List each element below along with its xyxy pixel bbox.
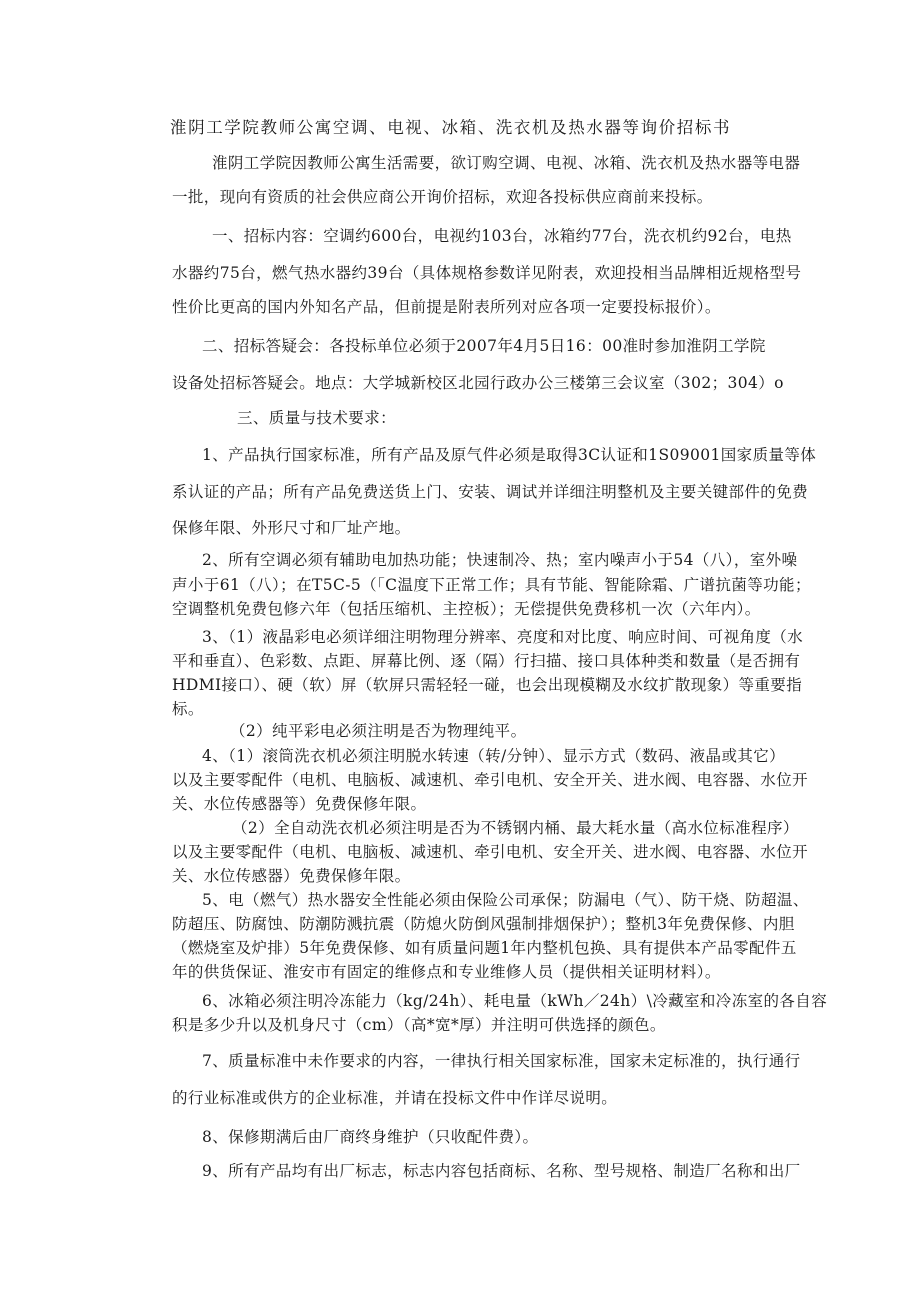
- item3-line: （2）纯平彩电必须注明是否为物理纯平。: [230, 722, 527, 740]
- intro-line: 淮阴工学院因教师公寓生活需要，欲订购空调、电视、冰箱、洗衣机及热水器等电器: [212, 154, 801, 172]
- item1-line: 1、产品执行国家标准，所有产品及原气件必须是取得3C认证和1S09001国家质量等体: [202, 446, 817, 464]
- item4-line: （2）全自动洗衣机必须注明是否为不锈钢内桶、最大耗水量（高水位标准程序）: [232, 819, 799, 837]
- item3-line: 平和垂直）、色彩数、点距、屏幕比例、逐（隔）行扫描、接口具体种类和数量（是否拥有: [172, 652, 801, 670]
- item6-line: 6、冰箱必须注明冷冻能力（kg/24h）、耗电量（kWh／24h）\冷藏室和冷冻室的各自容: [202, 992, 828, 1010]
- item4-line: 以及主要零配件（电机、电脑板、减速机、牵引电机、安全开关、进水阀、电容器、水位开: [172, 771, 809, 789]
- item3-line: HDMI接口）、硬（软）屏（软屏只需轻轻一碰，也会出现模糊及水纹扩散现象）等重要指: [172, 676, 803, 694]
- item1-line: 保修年限、外形尺寸和厂址产地。: [172, 519, 411, 537]
- item7-line: 7、质量标准中未作要求的内容，一律执行相关国家标准，国家未定标准的，执行通行: [202, 1052, 801, 1070]
- item4-line: 关、水位传感器等）免费保修年限。: [172, 795, 427, 813]
- item4-line: 关、水位传感器）免费保修年限。: [172, 867, 411, 885]
- item2-line: 2、所有空调必须有辅助电加热功能；快速制冷、热；室内噪声小于54（八），室外噪: [202, 551, 798, 569]
- intro-line: 一批，现向有资质的社会供应商公开询价招标，欢迎各投标供应商前来投标。: [172, 188, 713, 206]
- item6-line: 积是多少升以及机身尺寸（cm）（高*宽*厚）并注明可供选择的颜色。: [172, 1016, 666, 1034]
- section1-line: 一、招标内容：空调约600台，电视约103台，冰箱约77台，洗衣机约92台，电热: [212, 227, 792, 245]
- item3-line: 3、（1）液晶彩电必须详细注明物理分辨率、亮度和对比度、响应时间、可视角度（水: [202, 628, 804, 646]
- item5-line: （燃烧室及炉排）5年免费保修、如有质量问题1年内整机包换、具有提供本产品零配件五: [172, 939, 797, 957]
- section3-heading: 三、质量与技术要求：: [237, 409, 397, 427]
- item2-line: 声小于61（八）；在T5C-5（「C温度下正常工作；具有节能、智能除霜、广谱抗菌等功能；: [172, 576, 811, 594]
- item4-line: 以及主要零配件（电机、电脑板、减速机、牵引电机、安全开关、进水阀、电容器、水位开: [172, 843, 809, 861]
- section1-line: 水器约75台，燃气热水器约39台（具体规格参数详见附表，欢迎投相当品牌相近规格型号: [172, 264, 802, 282]
- item3-line: 标。: [172, 700, 204, 718]
- section1-line: 性价比更高的国内外知名产品，但前提是附表所列对应各项一定要投标报价）。: [172, 298, 721, 316]
- section2-line: 设备处招标答疑会。地点：大学城新校区北园行政办公三楼第三会议室（302；304）o: [172, 374, 784, 392]
- item9-line: 9、所有产品均有出厂标志，标志内容包括商标、名称、型号规格、制造厂名称和出厂: [202, 1162, 801, 1180]
- item1-line: 系认证的产品；所有产品免费送货上门、安装、调试并详细注明整机及主要关键部件的免费: [172, 483, 809, 501]
- item8-line: 8、保修期满后由厂商终身维护（只收配件费）。: [202, 1128, 539, 1146]
- item2-line: 空调整机免费包修六年（包括压缩机、主控板）；无偿提供免费移机一次（六年内）。: [172, 600, 761, 618]
- item7-line: 的行业标准或供方的企业标准，并请在投标文件中作详尽说明。: [172, 1089, 618, 1107]
- section2-line: 二、招标答疑会：各投标单位必须于2007年4月5日16：00准时参加淮阴工学院: [202, 337, 766, 355]
- item5-line: 防超压、防腐蚀、防潮防溅抗震（防熄火防倒风强制排烟保护）；整机3年免费保修、内胆: [172, 915, 795, 933]
- item5-line: 年的供货保证、淮安市有固定的维修点和专业维修人员（提供相关证明材料）。: [172, 963, 721, 981]
- document-title: 淮阴工学院教师公寓空调、电视、冰箱、洗衣机及热水器等询价招标书: [170, 118, 732, 137]
- item5-line: 5、电（燃气）热水器安全性能必须由保险公司承保；防漏电（气）、防干烧、防超温、: [202, 891, 809, 909]
- item4-line: 4、（1）滚筒洗衣机必须注明脱水转速（转/分钟）、显示方式（数码、液晶或其它）: [202, 747, 786, 765]
